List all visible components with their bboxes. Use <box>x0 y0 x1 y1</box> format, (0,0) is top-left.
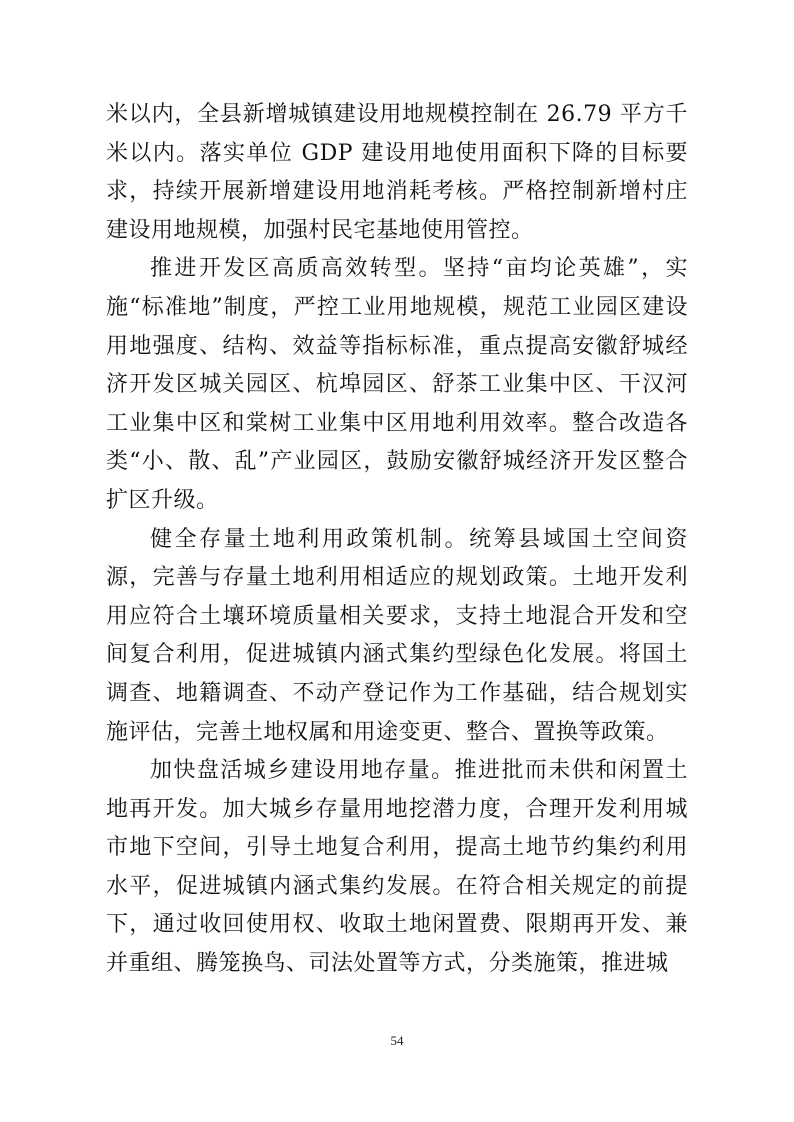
paragraph-4 <box>106 752 688 984</box>
paragraph-3-lead: 健全存量土地利用政策机制。 <box>150 526 470 552</box>
paragraph-2 <box>106 250 688 520</box>
paragraph-2-lead: 推进开发区高质高效转型。 <box>150 256 443 282</box>
paragraph-1 <box>106 96 688 250</box>
paragraph-3-text: 统筹县域国土空间资源，完善与存量土地利用相适应的规划政策。土地开发利用应符合土壤环境质量相关要求，支持土地混合开发和空间复合利用，促进城镇内涵式集约型绿色化发展。将国土调查、地籍调查、不动产登记作为工作基础，结合规划实施评估，完善土地权属和用途变更、整合、置换等政策。 <box>106 526 688 745</box>
paragraph-3 <box>106 521 688 753</box>
paragraph-2-text: 坚持“亩均论英雄”，实施“标准地”制度，严控工业用地规模，规范工业园区建设用地强度、结构、效益等指标标准，重点提高安徽舒城经济开发区城关园区、杭埠园区、舒茶工业集中区、干汉河工业集中区和棠树工业集中区用地利用效率。整合改造各类“小、散、乱”产业园区，鼓励安徽舒城经济开发区整合扩区升级。 <box>106 256 688 513</box>
paragraph-1-text: 米以内，全县新增城镇建设用地规模控制在 26.79 平方千米以内。落实单位 GDP 建设用地使用面积下降的目标要求，持续开展新增建设用地消耗考核。严格控制新增村庄建设用地规模，加强村民宅基地使用管控。 <box>106 102 688 243</box>
document-body <box>106 96 688 984</box>
paragraph-4-lead: 加快盘活城乡建设用地存量。 <box>150 758 455 784</box>
page-number: 54 <box>390 1033 404 1048</box>
paragraph-4-text: 推进批而未供和闲置土地再开发。加大城乡存量用地挖潜力度，合理开发利用城市地下空间，引导土地复合利用，提高土地节约集约利用水平，促进城镇内涵式集约发展。在符合相关规定的前提下，通过收回使用权、收取土地闲置费、限期再开发、兼并重组、腾笼换鸟、司法处置等方式，分类施策，推进城 <box>106 758 688 977</box>
